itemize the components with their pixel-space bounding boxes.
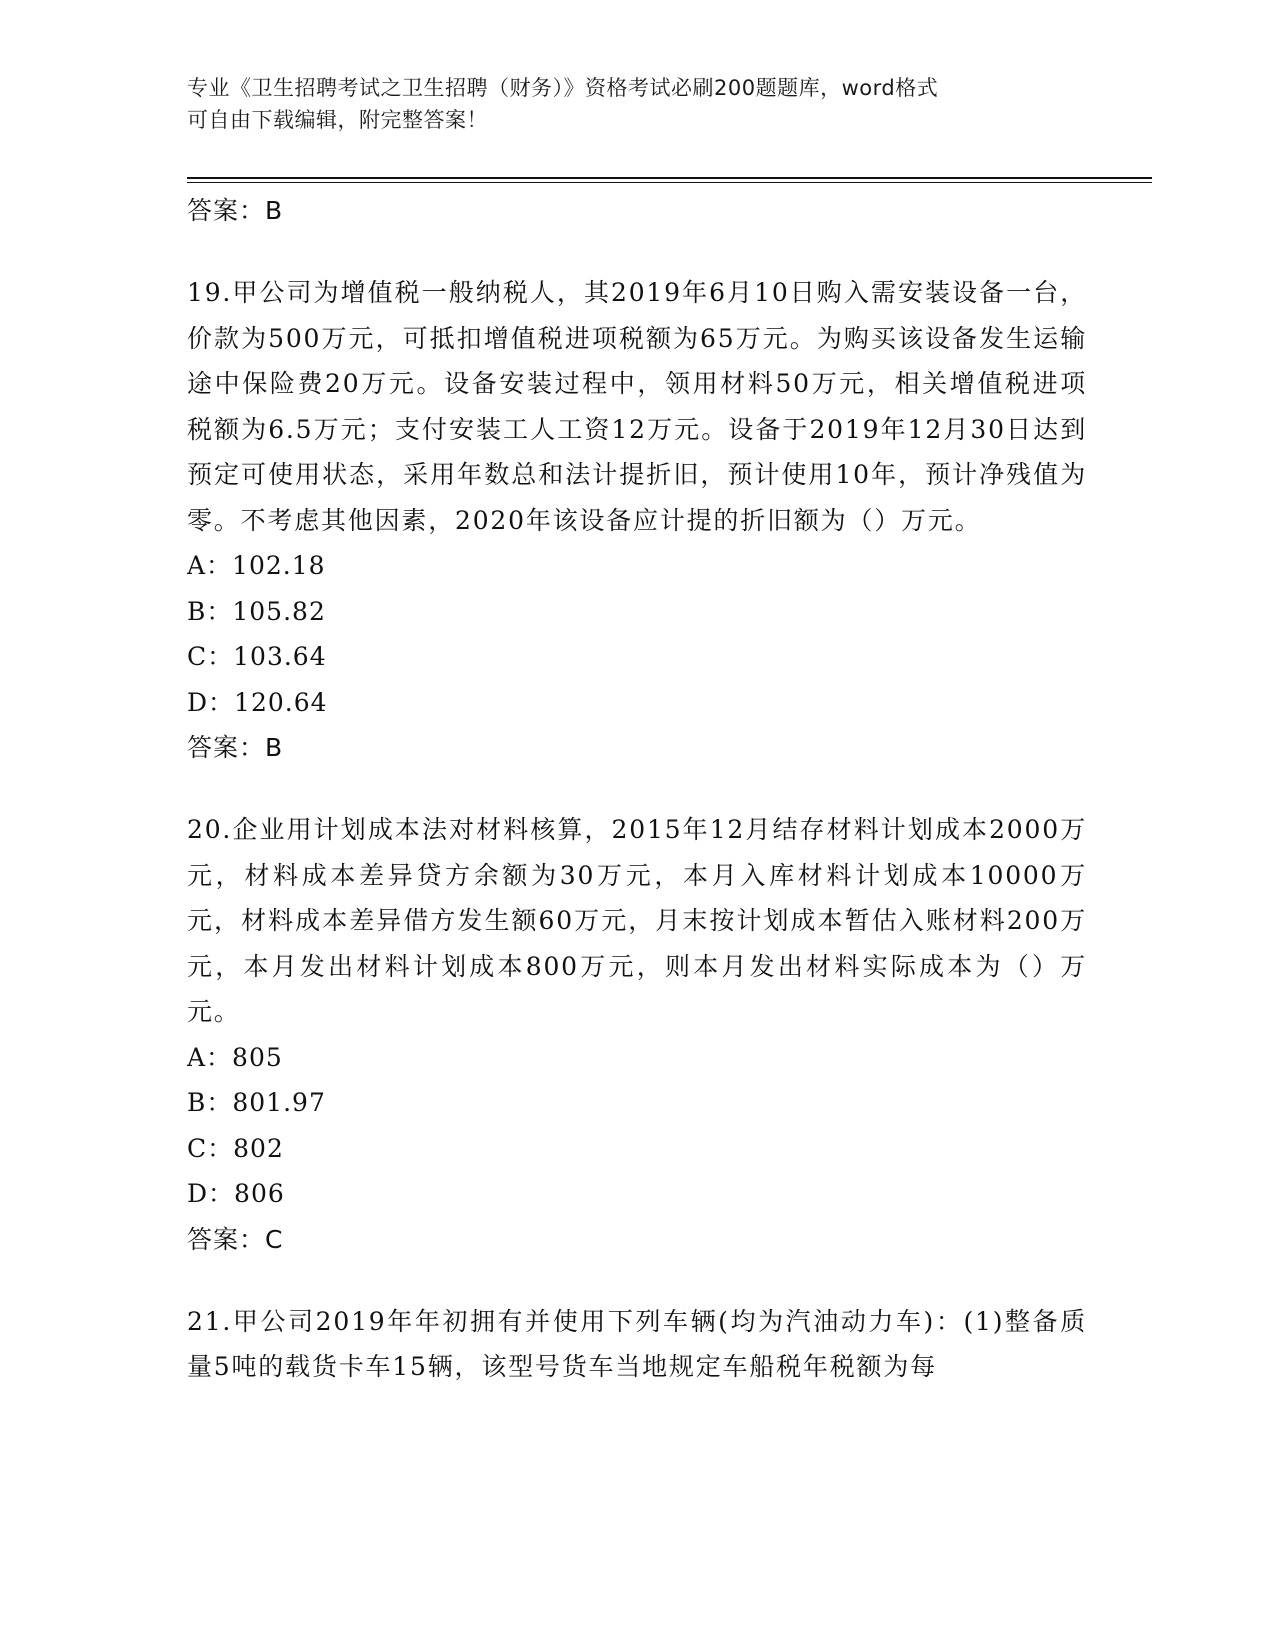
answer-line: 答案：B <box>187 733 284 762</box>
answer-line: 答案：B <box>187 196 284 225</box>
question-text: 21.甲公司2019年年初拥有并使用下列车辆(均为汽油动力车)：(1)整备质量5吨的载货卡车15辆，该型号货车当地规定车船税年税额为每 <box>187 1306 1087 1381</box>
option-d: D：120.64 <box>187 687 328 717</box>
option-a: A：102.18 <box>187 551 326 580</box>
option-c: C：802 <box>187 1133 284 1163</box>
header-line-2: 可自由下载编辑，附完整答案！ <box>187 108 488 132</box>
question-20 <box>187 807 1087 1263</box>
question-text: 20.企业用计划成本法对材料核算，2015年12月结存材料计划成本2000万元，材料成本差异贷方余额为30万元，本月入库材料计划成本10000万元，材料成本差异借方发生额60万元，月末按计划成本暂估入账材料200万元，本月发出材料计划成本800万元，则本月发出材料实际成本为（）万元。 <box>187 815 1087 1026</box>
option-b: B：801.97 <box>187 1088 326 1117</box>
spacer <box>187 234 1087 270</box>
question-text: 19.甲公司为增值税一般纳税人，其2019年6月10日购入需安装设备一台，价款为500万元，可抵扣增值税进项税额为65万元。为购买该设备发生运输途中保险费20万元。设备安装过程中，领用材料50万元，相关增值税进项税额为6.5万元；支付安装工人工资12万元。设备于2019年12月30日达到预定可使用状态，采用年数总和法计提折旧，预计使用10年，预计净残值为零。不考虑其他因素，2020年该设备应计提的折旧额为（）万元。 <box>187 278 1087 535</box>
option-b: B：105.82 <box>187 596 326 626</box>
header-divider-thick <box>187 177 1152 179</box>
option-d: D：806 <box>187 1179 285 1208</box>
page-header <box>187 72 1067 136</box>
header-divider-thin <box>187 182 1152 183</box>
option-c: C：103.64 <box>187 642 327 671</box>
answer-line: 答案：C <box>187 1224 284 1254</box>
question-19 <box>187 270 1087 771</box>
question-21 <box>187 1299 1087 1390</box>
document-body <box>187 188 1087 1390</box>
header-line-1: 专业《卫生招聘考试之卫生招聘（财务）》资格考试必刷200题题库，word格式 <box>187 76 939 100</box>
spacer <box>187 1263 1087 1299</box>
spacer <box>187 771 1087 807</box>
option-a: A：805 <box>187 1042 283 1072</box>
